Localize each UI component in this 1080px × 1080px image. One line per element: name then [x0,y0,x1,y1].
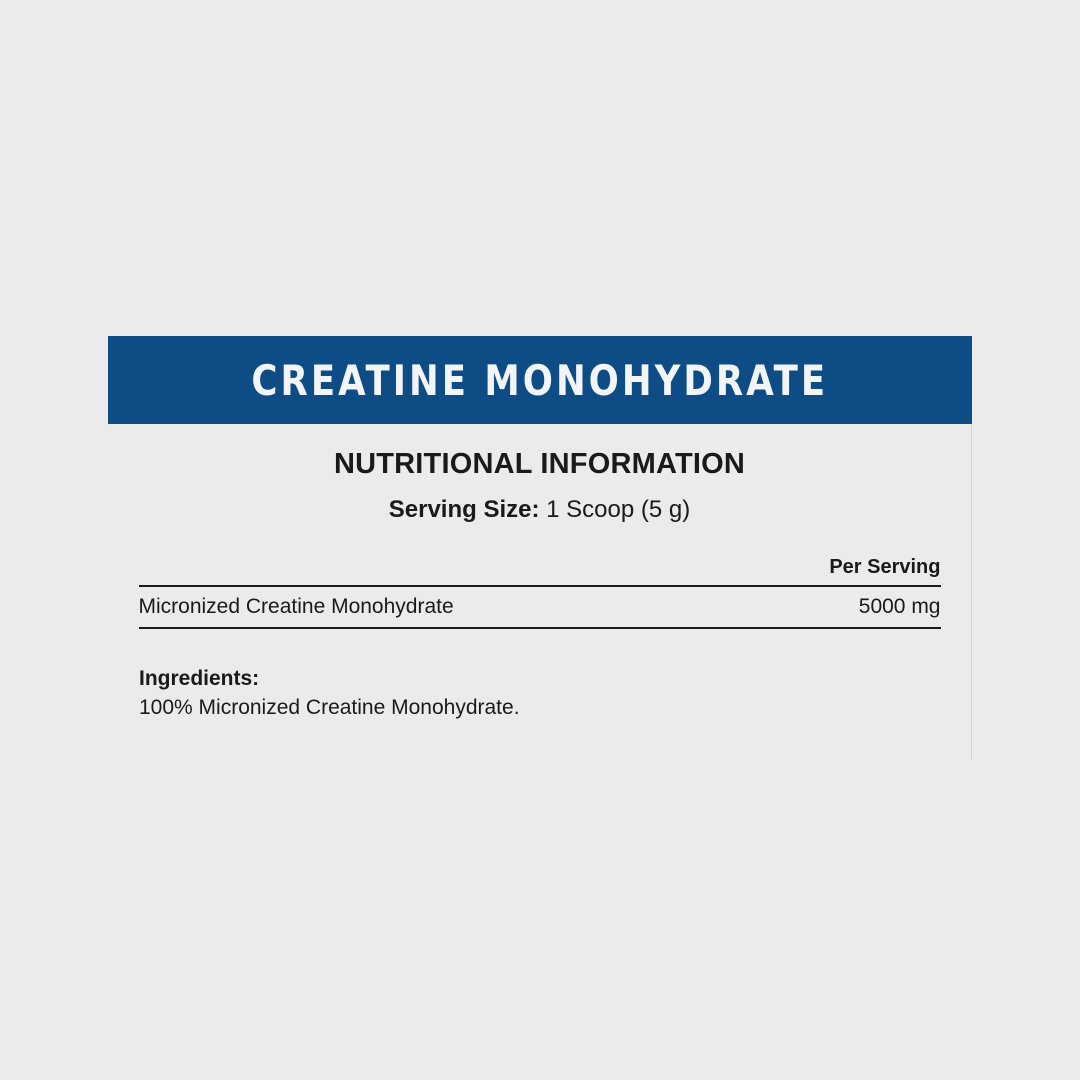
nutrition-table-body [139,586,941,628]
column-header-blank [139,556,732,586]
nutrition-table [139,556,941,629]
nutrition-body [108,424,972,760]
nutrition-label-panel [108,336,972,760]
nutrition-table-head [139,556,941,586]
product-title-bar [108,336,972,424]
nutrient-name: Micronized Creatine Monohydrate [139,586,732,628]
serving-size-label: Serving Size: [388,496,540,523]
column-header-per-serving: Per Serving [731,556,940,586]
table-row [139,586,941,628]
section-title: NUTRITIONAL INFORMATION [333,448,746,480]
table-header-row [139,556,941,586]
product-title: CREATINE MONOHYDRATE [251,355,829,405]
serving-size-value: 1 Scoop (5 g) [546,496,691,523]
ingredients-label: Ingredients: [139,667,260,690]
nutrient-amount: 5000 mg [731,586,940,628]
ingredients-block [139,667,941,720]
bottom-spacer [138,720,941,760]
serving-size [138,496,941,524]
ingredients-text: 100% Micronized Creatine Monohydrate. [139,696,520,719]
